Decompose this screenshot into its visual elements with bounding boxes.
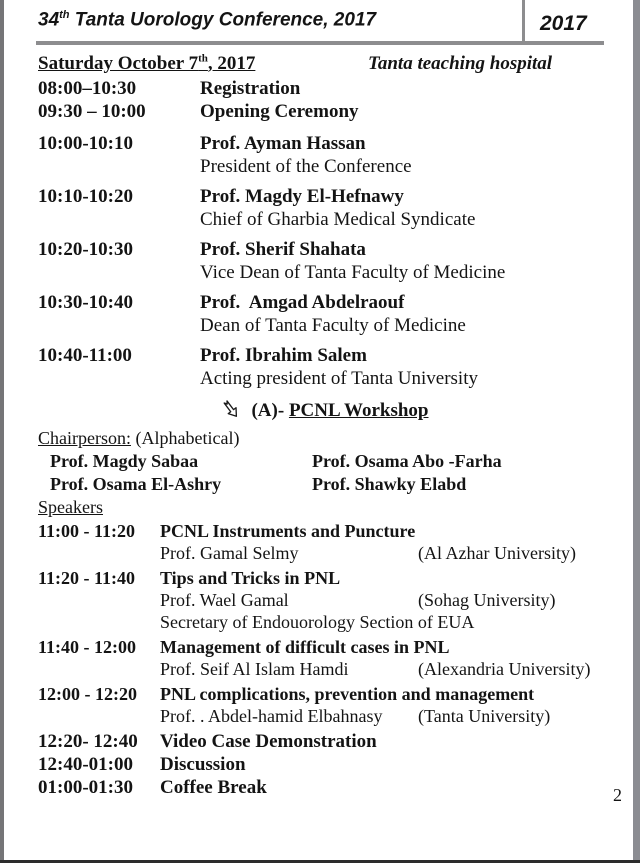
header-title [38,9,376,31]
date-ordinal: th [198,53,208,65]
schedule-row [38,77,610,100]
chairperson-list [38,450,610,496]
scan-edge-right [633,0,640,863]
ceremony-list [38,132,610,390]
speakers-heading: Speakers [38,497,103,517]
session-time: 11:20 - 11:40 [38,568,135,588]
ceremony-body [200,185,610,231]
session-time: 12:20- 12:40 [38,731,138,752]
workshop-label-prefix: (A)- [251,399,289,421]
speaker-extra-title: Secretary of Endouorology Section of EUA [160,612,475,632]
session-time: 11:00 - 11:20 [38,521,135,541]
session-time: 10:30-10:40 [38,292,133,313]
session-time: 01:00-01:30 [38,777,133,798]
talk-title: Management of difficult cases in PNL [160,637,450,657]
chairperson-name: Prof. Osama El-Ashry [50,474,222,494]
header-year: 2017 [540,12,587,35]
speaker-role: Acting president of Tanta University [200,368,478,389]
header-title-ordinal: th [59,9,70,21]
workshop-label [251,400,428,422]
header-title-number: 34 [38,9,60,31]
session-title: Opening Ceremony [200,101,359,122]
speaker-name: Prof. Magdy El-Hefnawy [200,186,404,207]
date-year: , 2017 [207,53,256,75]
chairperson-heading [38,427,610,450]
schedule-row [38,730,610,753]
speaker-role: Vice Dean of Tanta Faculty of Medicine [200,262,506,283]
speaker-name: Prof. Wael Gamal [160,590,289,610]
speaker-name: Prof. Ibrahim Salem [200,345,367,366]
ceremony-item [38,291,610,337]
chairperson-name: Prof. Osama Abo -Farha [312,451,502,471]
workshop-heading [38,397,610,424]
session-time: 09:30 – 10:00 [38,101,146,122]
speaker-role: Chief of Gharbia Medical Syndicate [200,209,476,230]
speaker-name: Prof. Amgad Abdelraouf [200,292,405,313]
workshop-title: PCNL Workshop [288,399,429,421]
talk-title: PCNL Instruments and Puncture [160,521,416,541]
schedule-row [38,776,610,799]
date-row [38,53,610,77]
schedule-row [38,753,610,776]
chairperson-name: Prof. Magdy Sabaa [50,451,199,471]
session-time: 12:00 - 12:20 [38,684,137,704]
talk-body [160,520,610,564]
session-title: Discussion [160,754,246,775]
talk-item [38,520,610,564]
speaker-name: Prof. Gamal Selmy [160,543,299,563]
talk-speaker-line [160,658,610,680]
scan-edge-left [0,0,4,863]
speaker-name: Prof. Sherif Shahata [200,239,366,260]
session-title: Video Case Demonstration [160,731,377,752]
chairperson-name: Prof. Shawky Elabd [312,474,467,494]
talk-item [38,567,610,633]
talk-body [160,636,610,680]
date-text: Saturday October 7 [38,53,199,75]
ceremony-item [38,132,610,178]
venue-label: Tanta teaching hospital [368,53,553,74]
talk-body [160,567,610,633]
ceremony-body [200,291,610,337]
ceremony-item [38,238,610,284]
speaker-name: Prof. . Abdel-hamid Elbahnasy [160,706,383,726]
talk-speaker-line [160,542,610,564]
session-title: Registration [200,78,301,99]
speaker-affiliation: (Tanta University) [418,706,551,726]
talk-item [38,683,610,727]
session-time: 10:40-11:00 [38,345,132,366]
session-time: 10:20-10:30 [38,239,133,260]
speaker-role: President of the Conference [200,156,412,177]
ceremony-body [200,132,610,178]
page-number: 2 [613,785,622,805]
session-time: 10:00-10:10 [38,133,133,154]
session-time: 10:10-10:20 [38,186,133,207]
session-time: 12:40-01:00 [38,754,133,775]
speaker-affiliation: (Al Azhar University) [418,543,576,563]
talk-speaker-line [160,705,610,727]
speaker-name: Prof. Ayman Hassan [200,133,366,154]
ceremony-item [38,185,610,231]
talk-speaker-line [160,589,610,611]
session-time: 08:00–10:30 [38,78,137,99]
session-title: Coffee Break [160,777,267,798]
date-heading [38,53,255,74]
ceremony-item [38,344,610,390]
header-title-text: Tanta Uorology Conference, 2017 [69,9,377,31]
talk-item [38,636,610,680]
talk-body [160,683,610,727]
session-time: 11:40 - 12:00 [38,637,136,657]
speaker-name: Prof. Seif Al Islam Hamdi [160,659,349,679]
talk-title: Tips and Tricks in PNL [160,568,341,588]
ceremony-body [200,238,610,284]
header-divider-line [522,0,525,42]
talks-list [38,520,610,727]
ceremony-body [200,344,610,390]
speaker-affiliation: (Sohag University) [418,590,556,610]
chairperson-note: (Alphabetical) [130,428,240,448]
schedule-row [38,100,610,123]
header-rule [36,41,604,45]
chairperson-label: Chairperson: [38,428,131,448]
pointer-arrow-icon [218,395,244,423]
speaker-role: Dean of Tanta Faculty of Medicine [200,315,466,336]
talk-title: PNL complications, prevention and management [160,684,535,704]
schedule-content [38,53,610,799]
speaker-affiliation: (Alexandria University) [418,659,591,679]
